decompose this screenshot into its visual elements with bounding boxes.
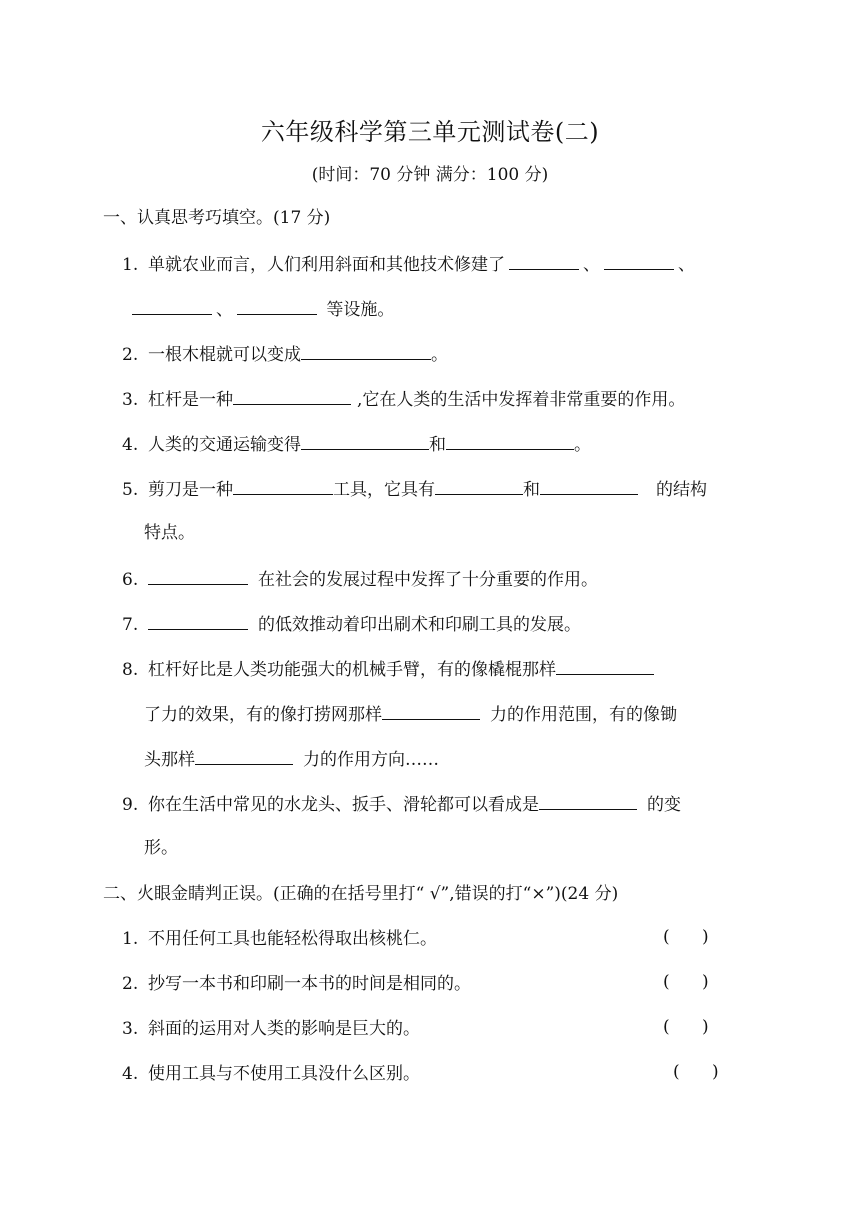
separator: 、 <box>216 300 233 320</box>
question-7 <box>122 611 581 637</box>
separator: 、 <box>583 255 600 275</box>
question-9-cont: 形。 <box>144 838 178 858</box>
question-5 <box>122 476 707 502</box>
question-text: 和 <box>523 480 540 500</box>
question-text: 杠杆好比是人类功能强大的机械手臂，有的像橇棍那样 <box>148 660 556 680</box>
question-text: 杠杆是一种 <box>148 390 233 410</box>
answer-parentheses[interactable]: ( ) <box>663 972 709 992</box>
judge-item-3 <box>122 1017 420 1041</box>
answer-blank[interactable] <box>233 386 351 405</box>
question-text: 工具，它具有 <box>333 480 435 500</box>
question-text: 斜面的运用对人类的影响是巨大的。 <box>148 1019 420 1039</box>
question-number: 1. <box>122 255 139 275</box>
judge-item-1 <box>122 927 437 951</box>
answer-blank[interactable] <box>382 701 480 720</box>
question-number: 8. <box>122 660 139 680</box>
question-1 <box>122 251 695 277</box>
question-5-cont: 特点。 <box>144 523 195 543</box>
question-text: 了力的效果，有的像打捞网那样 <box>144 705 382 725</box>
question-number: 1. <box>122 929 139 949</box>
question-text: 的低效推动着印出刷术和印刷工具的发展。 <box>258 615 581 635</box>
question-number: 3. <box>122 1019 139 1039</box>
answer-blank[interactable] <box>539 791 637 810</box>
section1-heading: 一、认真思考巧填空。(17 分) <box>103 208 331 228</box>
question-text: ,它在人类的生活中发挥着非常重要的作用。 <box>357 390 686 410</box>
question-text: 使用工具与不使用工具没什么区别。 <box>148 1064 420 1084</box>
answer-blank[interactable] <box>132 296 212 315</box>
question-number: 2. <box>122 345 139 365</box>
question-number: 5. <box>122 480 139 500</box>
question-1-cont <box>132 296 394 322</box>
question-9 <box>122 791 681 817</box>
answer-blank[interactable] <box>301 431 429 450</box>
answer-parentheses[interactable]: ( ) <box>673 1062 719 1082</box>
question-text: 不用任何工具也能轻松得取出核桃仁。 <box>148 929 437 949</box>
question-number: 3. <box>122 390 139 410</box>
question-number: 2. <box>122 974 139 994</box>
answer-blank[interactable] <box>509 251 579 270</box>
question-text: 抄写一本书和印刷一本书的时间是相同的。 <box>148 974 471 994</box>
answer-blank[interactable] <box>435 476 523 495</box>
answer-parentheses[interactable]: ( ) <box>663 927 709 947</box>
question-text: 在社会的发展过程中发挥了十分重要的作用。 <box>258 570 598 590</box>
question-8-cont <box>144 701 677 727</box>
judge-item-4 <box>122 1062 420 1086</box>
question-8 <box>122 656 654 682</box>
question-text: 。 <box>431 345 448 365</box>
answer-blank[interactable] <box>237 296 317 315</box>
answer-blank[interactable] <box>195 746 293 765</box>
answer-blank[interactable] <box>148 566 248 585</box>
question-number: 4. <box>122 435 139 455</box>
page-title: 六年级科学第三单元测试卷(二) <box>260 118 600 146</box>
question-text: 力的作用范围，有的像锄 <box>490 705 677 725</box>
question-text: 等设施。 <box>326 300 395 320</box>
question-text: 单就农业而言，人们利用斜面和其他技术修建了 <box>148 255 505 275</box>
question-text: 力的作用方向…… <box>303 750 439 770</box>
question-text: 的变 <box>647 795 681 815</box>
answer-blank[interactable] <box>556 656 654 675</box>
answer-blank[interactable] <box>540 476 638 495</box>
separator: 、 <box>678 255 695 275</box>
question-number: 7. <box>122 615 139 635</box>
question-text: 头那样 <box>144 750 195 770</box>
question-4 <box>122 431 591 457</box>
question-text: 你在生活中常见的水龙头、扳手、滑轮都可以看成是 <box>148 795 539 815</box>
question-2 <box>122 341 448 367</box>
question-8-cont2 <box>144 746 439 772</box>
question-text: 一根木棍就可以变成 <box>148 345 301 365</box>
question-text: 。 <box>574 435 591 455</box>
exam-info: (时间：70 分钟 满分：100 分) <box>311 165 549 185</box>
section2-heading: 二、火眼金睛判正误。(正确的在括号里打“ √”,错误的打“×”)(24 分) <box>103 884 619 904</box>
answer-blank[interactable] <box>604 251 674 270</box>
question-text: 的结构 <box>656 480 707 500</box>
question-3 <box>122 386 685 412</box>
question-number: 4. <box>122 1064 139 1084</box>
answer-blank[interactable] <box>446 431 574 450</box>
question-6 <box>122 566 598 592</box>
question-number: 9. <box>122 795 139 815</box>
question-text: 和 <box>429 435 446 455</box>
answer-blank[interactable] <box>148 611 248 630</box>
question-text: 人类的交通运输变得 <box>148 435 301 455</box>
answer-blank[interactable] <box>301 341 431 360</box>
answer-parentheses[interactable]: ( ) <box>663 1017 709 1037</box>
answer-blank[interactable] <box>233 476 333 495</box>
question-text: 剪刀是一种 <box>148 480 233 500</box>
question-number: 6. <box>122 570 139 590</box>
judge-item-2 <box>122 972 471 996</box>
